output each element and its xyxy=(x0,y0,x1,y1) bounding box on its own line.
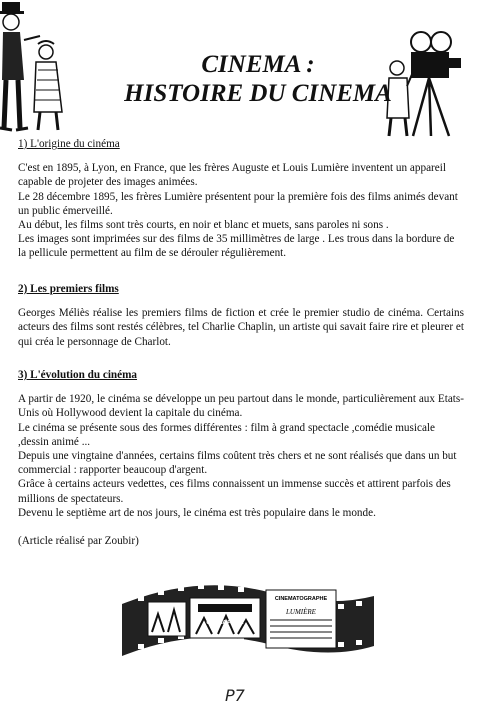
page-title xyxy=(78,50,438,108)
title-line-2: HISTOIRE DU CINEMA xyxy=(124,80,392,107)
paragraph-line: Grâce à certains acteurs vedettes, ces films connaissent un immense succès et attirent parfois des millions de spectateurs. xyxy=(18,478,451,505)
paragraph-line: Le 28 décembre 1895, les frères Lumière présentent pour la première fois des films animés devant un public émerveillé. xyxy=(18,190,458,217)
paragraph-line: C'est en 1895, à Lyon, en France, que les frères Auguste et Louis Lumière inventent un appareil capable de projeter des images animées. xyxy=(18,162,446,189)
page-number: P7 xyxy=(225,686,245,705)
paragraph-line: Au début, les films sont très courts, en noir et blanc et muets, sans paroles ni sons . xyxy=(18,219,389,232)
paragraph-line: Les images sont imprimées sur des films de 35 millimètres de large . Les trous dans la bordure de la pellicule permettent au film de se dérouler régulièrement. xyxy=(18,233,455,260)
section-evolution xyxy=(18,368,464,548)
paragraph-line: Devenu le septième art de nos jours, le cinéma est très populaire dans le monde. xyxy=(18,506,376,519)
paragraph-line: Le cinéma se présente sous des formes différentes : film à grand spectacle ,comédie musicale ,dessin animé ... xyxy=(18,421,435,448)
paragraph-line: A partir de 1920, le cinéma se développe un peu partout dans le monde, particulièrement aux Etats-Unis où Hollywood devient la capitale du cinéma. xyxy=(18,393,464,420)
title-line-1: CINEMA : xyxy=(201,51,315,78)
poster-sign: CINÉMA PATHÉ xyxy=(206,620,244,626)
section-heading: 1) L'origine du cinéma xyxy=(18,138,120,150)
poster-brand: CINEMATOGRAPHE xyxy=(274,596,328,602)
section-premiers-films xyxy=(18,282,464,349)
film-strip-illustration xyxy=(118,574,378,674)
paragraph-line: Depuis une vingtaine d'années, certains films coûtent très chers et ne sont réalisés que dans un but commercial : rapporter beaucoup d'argent. xyxy=(18,450,457,477)
paragraph-line: Georges Méliès réalise les premiers films de fiction et crée le premier studio de cinéma. Certains acteurs des films sont restés célèbres, tel Charlie Chaplin, un artiste qui savait faire rire et pleurer et qui créa le personnage de Charlot. xyxy=(18,307,464,348)
section-heading: 3) L'évolution du cinéma xyxy=(18,369,138,381)
poster-sub: LUMIÈRE xyxy=(286,608,316,616)
section-heading: 2) Les premiers films xyxy=(18,283,119,295)
chaplin-illustration xyxy=(0,0,72,135)
article-credit: (Article réalisé par Zoubir) xyxy=(18,535,139,548)
section-origine xyxy=(18,137,464,261)
